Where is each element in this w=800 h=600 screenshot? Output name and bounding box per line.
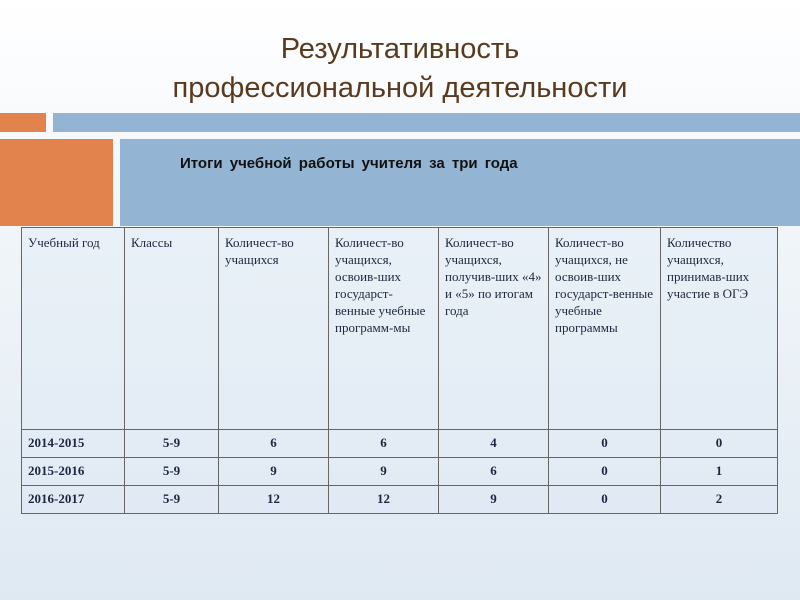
cell-not-mastered: 0 <box>549 458 661 486</box>
slide-title-line2: профессиональной деятельности <box>172 72 628 104</box>
cell-good-grades: 6 <box>439 458 549 486</box>
cell-year: 2016-2017 <box>22 486 125 514</box>
cell-mastered: 6 <box>329 430 439 458</box>
cell-mastered: 9 <box>329 458 439 486</box>
decor-bar-blue-top <box>53 113 800 132</box>
table-row <box>22 486 778 514</box>
cell-classes: 5-9 <box>125 486 219 514</box>
decor-bar-orange-small <box>0 113 46 132</box>
cell-not-mastered: 0 <box>549 486 661 514</box>
header-cell-classes: Классы <box>125 228 219 430</box>
table-header-row <box>22 228 778 430</box>
cell-oge: 2 <box>661 486 778 514</box>
cell-year: 2014-2015 <box>22 430 125 458</box>
slide-title-line1: Результативность <box>280 33 520 65</box>
decor-bar-orange-large <box>0 139 113 226</box>
decor-bar-blue-large <box>120 139 800 226</box>
cell-year: 2015-2016 <box>22 458 125 486</box>
header-cell-mastered: Количест-во учащихся, освоив-ших государст-венные учебные программ-мы <box>329 228 439 430</box>
table-row <box>22 458 778 486</box>
results-table <box>21 227 778 514</box>
cell-students: 9 <box>219 458 329 486</box>
cell-students: 6 <box>219 430 329 458</box>
cell-classes: 5-9 <box>125 458 219 486</box>
table-row <box>22 430 778 458</box>
cell-good-grades: 9 <box>439 486 549 514</box>
header-cell-not-mastered: Количест-во учащихся, не освоив-ших государст-венные учебные программы <box>549 228 661 430</box>
slide-title <box>60 30 740 108</box>
header-cell-good-grades: Количест-во учащихся, получив-ших «4» и «5» по итогам года <box>439 228 549 430</box>
header-cell-year: Учебный год <box>22 228 125 430</box>
cell-students: 12 <box>219 486 329 514</box>
cell-not-mastered: 0 <box>549 430 661 458</box>
cell-good-grades: 4 <box>439 430 549 458</box>
slide-subtitle: Итоги учебной работы учителя за три года <box>180 155 518 172</box>
header-cell-oge: Количество учащихся, принимав-ших участие в ОГЭ <box>661 228 778 430</box>
cell-oge: 1 <box>661 458 778 486</box>
cell-oge: 0 <box>661 430 778 458</box>
cell-mastered: 12 <box>329 486 439 514</box>
cell-classes: 5-9 <box>125 430 219 458</box>
header-cell-students: Количест-во учащихся <box>219 228 329 430</box>
